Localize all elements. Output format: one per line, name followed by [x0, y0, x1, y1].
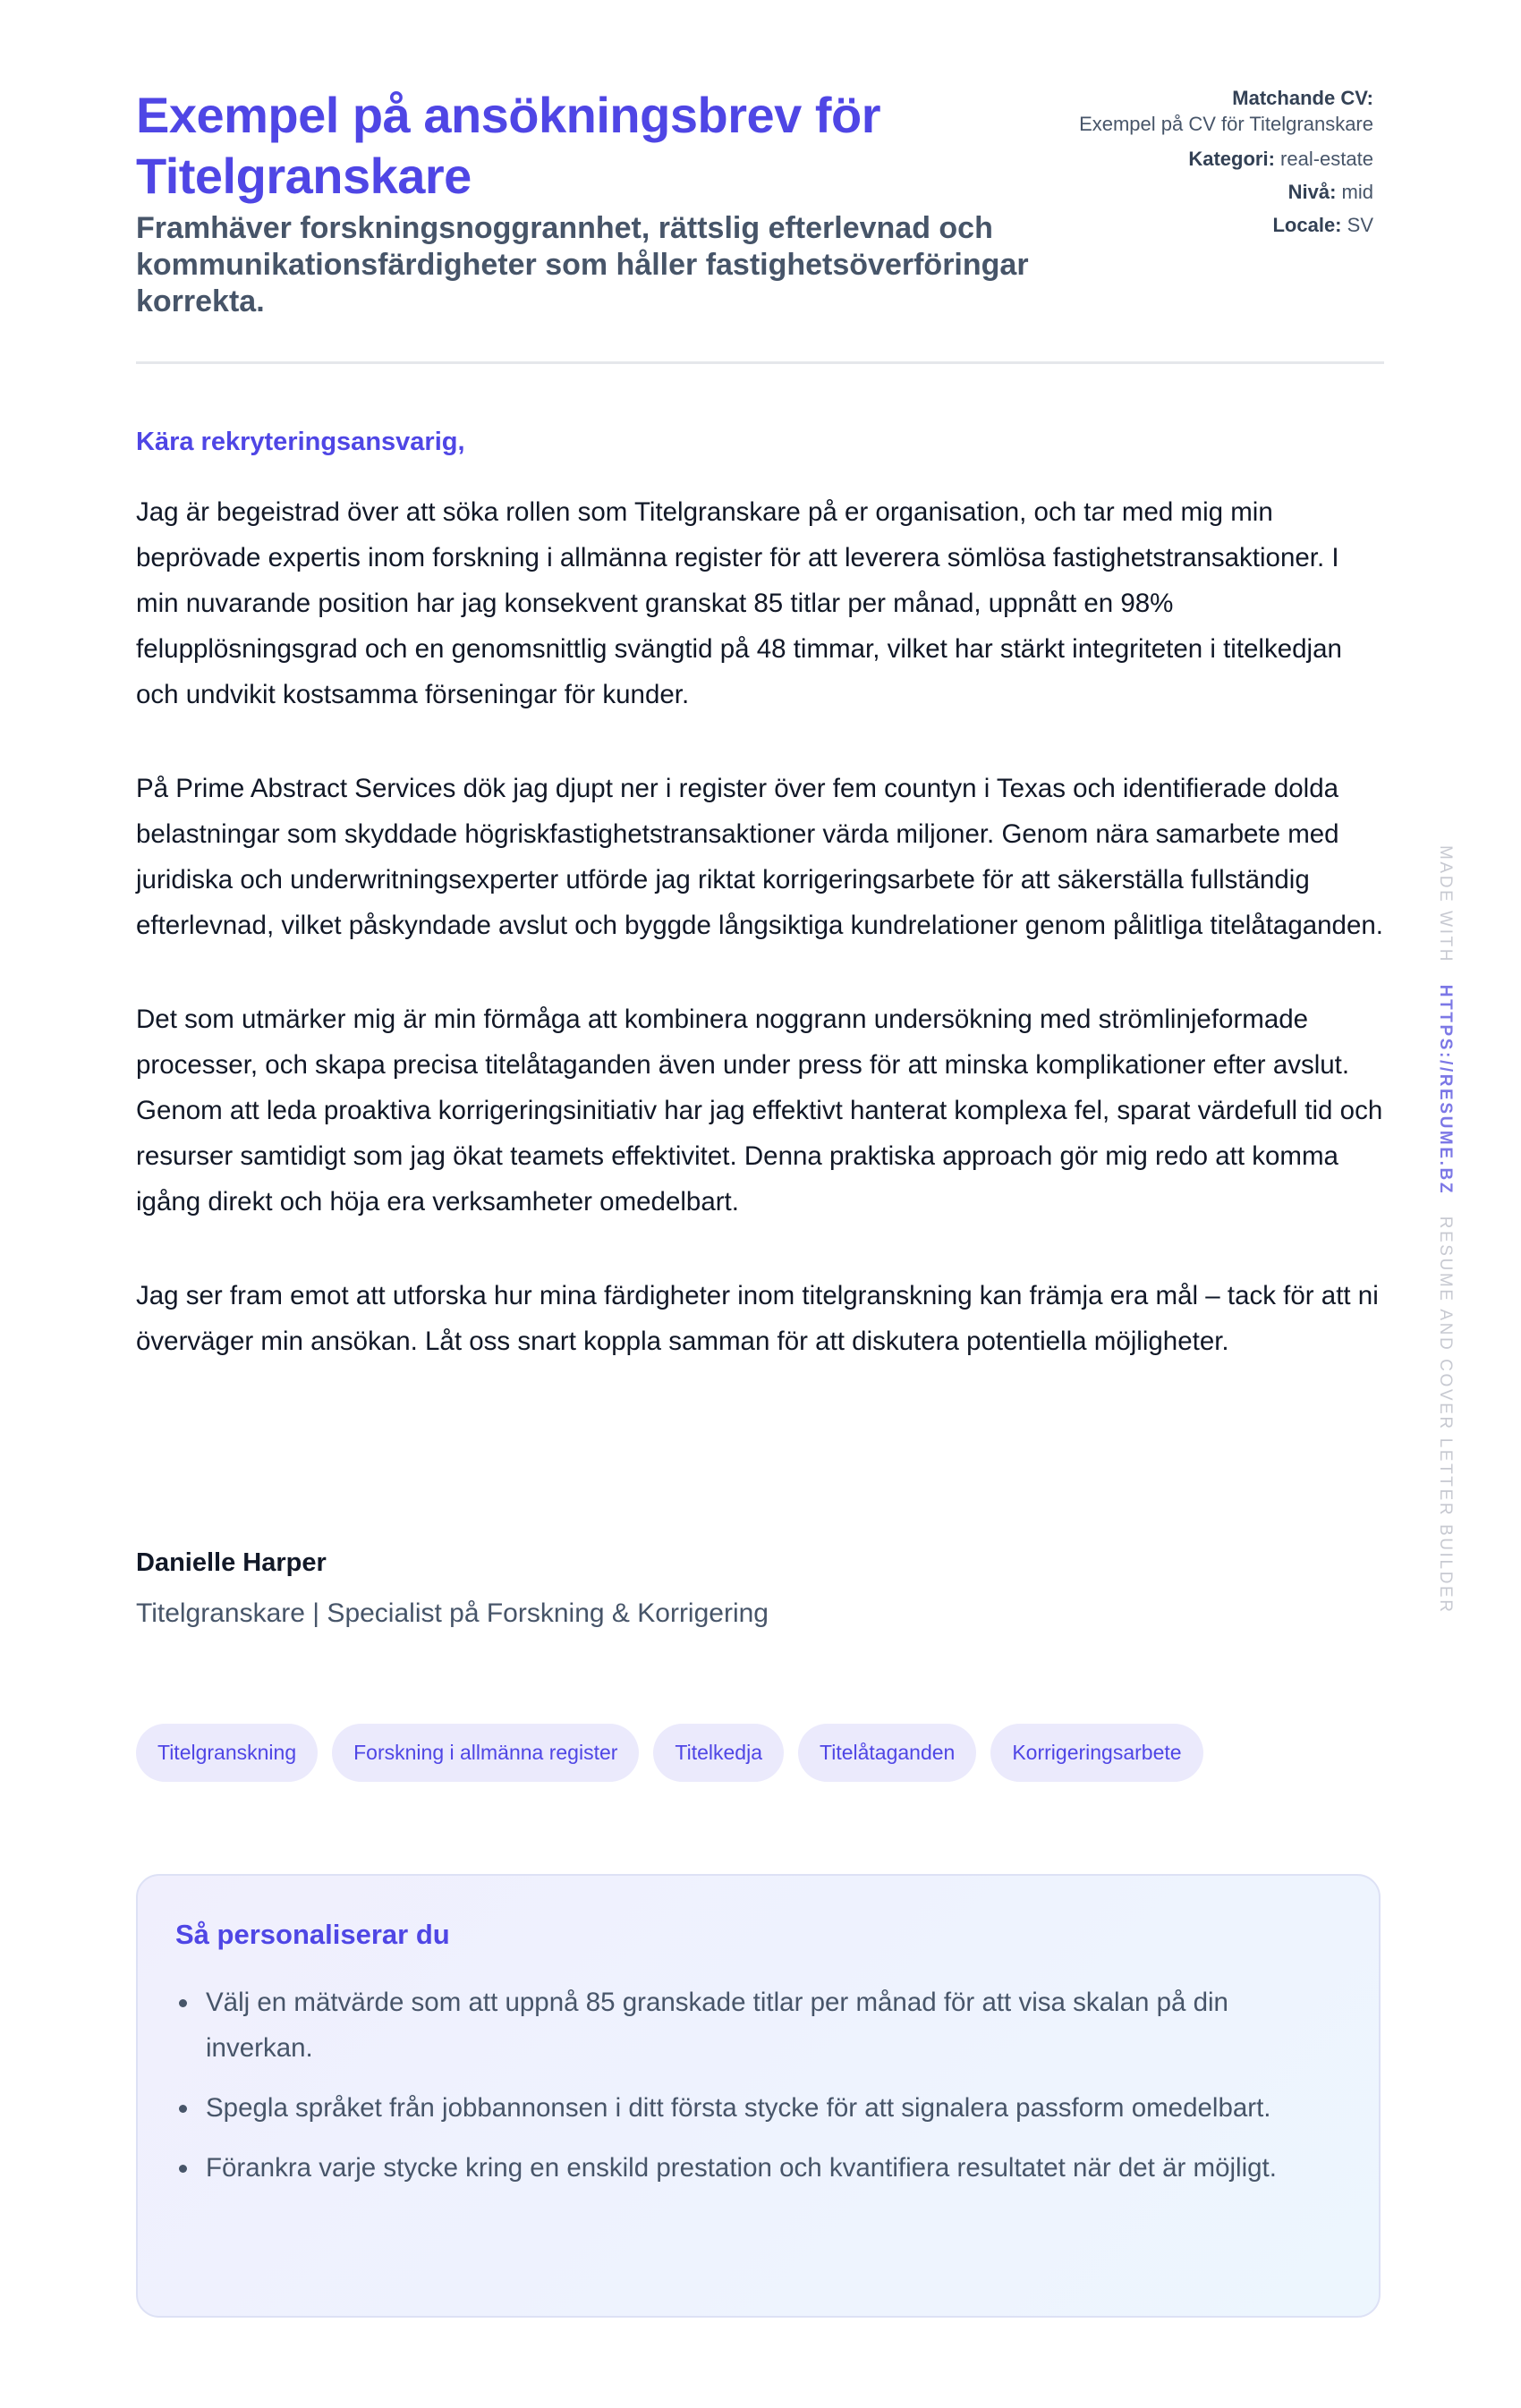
meta-panel — [1078, 85, 1373, 242]
signature-name: Danielle Harper — [136, 1548, 327, 1577]
watermark-text — [1435, 845, 1455, 1615]
meta-level — [1078, 175, 1373, 208]
watermark-link[interactable]: HTTPS://RESUME.BZ — [1436, 984, 1455, 1196]
letter-body — [136, 489, 1384, 1412]
tips-list — [175, 1980, 1330, 2205]
skill-tag: Forskning i allmänna register — [332, 1724, 639, 1782]
tip-item — [175, 1980, 1330, 2071]
title-block — [136, 85, 1120, 320]
cover-letter-page — [136, 85, 1384, 2183]
meta-category-value: real-estate — [1280, 148, 1373, 170]
personalization-tips — [136, 1874, 1381, 2318]
page-header — [136, 85, 1384, 362]
bullet-icon — [179, 2105, 187, 2113]
signature-title: Titelgranskare | Specialist på Forskning & Korrigering — [136, 1598, 769, 1628]
meta-locale — [1078, 208, 1373, 242]
letter-paragraph: På Prime Abstract Services dök jag djupt ner i register över fem countyn i Texas och identifierade dolda belastningar som skyddade högriskfastighetstransaktioner värda miljoner. Genom nära samarbete med juridiska och underwritningsexperter utförde jag riktat korrigeringsarbete för att säkerställa fullständig efterlevnad, vilket påskyndade avslut och byggde långsiktiga kundrelationer genom pålitliga titelåtaganden. — [136, 774, 1383, 940]
signature-block — [136, 1545, 769, 1632]
meta-locale-label: Locale: — [1272, 214, 1342, 236]
skill-tags — [136, 1724, 1203, 1782]
meta-level-label: Nivå: — [1287, 181, 1337, 203]
tip-item — [175, 2085, 1330, 2131]
page-subtitle: Framhäver forskningsnoggrannhet, rättslig efterlevnad och kommunikationsfärdigheter som håller fastighetsöverföringar korrekta. — [136, 211, 1029, 318]
tip-text: Spegla språket från jobbannonsen i ditt första stycke för att signalera passform omedelbart. — [206, 2093, 1271, 2123]
skill-tag: Korrigeringsarbete — [990, 1724, 1202, 1782]
bullet-icon — [179, 1999, 187, 2007]
skill-tag: Titelkedja — [653, 1724, 784, 1782]
page-title: Exempel på ansökningsbrev för Titelgranskare — [136, 87, 880, 204]
watermark-prefix: MADE WITH — [1436, 845, 1455, 964]
skill-tag: Titelgranskning — [136, 1724, 318, 1782]
letter-paragraph: Jag ser fram emot att utforska hur mina färdigheter inom titelgranskning kan främja era mål – tack för att ni överväger min ansökan. Låt oss snart koppla samman för att diskutera potentiella möjligheter. — [136, 1281, 1379, 1356]
skill-tag: Titelåtaganden — [798, 1724, 976, 1782]
letter-paragraph: Det som utmärker mig är min förmåga att kombinera noggrann undersökning med strömlinjeformade processer, och skapa precisa titelåtaganden även under press för att minska komplikationer efter avslut. Genom att leda proaktiva korrigeringsinitiativ har jag effektivt hanterat komplexa fel, sparat värdefull tid och resurser samtidigt som jag ökat teamets effektivitet. Denna praktiska approach gör mig redo att komma igång direkt och höja era verksamheter omedelbart. — [136, 1005, 1383, 1217]
tips-heading: Så personaliserar du — [175, 1919, 450, 1950]
meta-matching-cv-label: Matchande CV: — [1232, 87, 1373, 109]
watermark-suffix: RESUME AND COVER LETTER BUILDER — [1436, 1216, 1455, 1615]
meta-matching-cv-link[interactable]: Exempel på CV för Titelgranskare — [1079, 113, 1373, 135]
meta-matching-cv — [1078, 85, 1373, 137]
tip-text: Välj en mätvärde som att uppnå 85 granskade titlar per månad för att visa skalan på din inverkan. — [206, 1988, 1228, 2063]
tip-item — [175, 2145, 1330, 2191]
meta-category — [1078, 142, 1373, 175]
meta-locale-value: SV — [1347, 214, 1373, 236]
tip-text: Förankra varje stycke kring en enskild prestation och kvantifiera resultatet när det är möjligt. — [206, 2153, 1277, 2183]
meta-category-label: Kategori: — [1188, 148, 1275, 170]
watermark — [1430, 845, 1466, 1615]
letter-paragraph: Jag är begeistrad över att söka rollen som Titelgranskare på er organisation, och tar med mig min beprövade expertis inom forskning i allmänna register för att leverera sömlösa fastighetstransaktioner. I min nuvarande position har jag konsekvent granskat 85 titlar per månad, uppnått en 98% felupplösningsgrad och en genomsnittlig svängtid på 48 timmar, vilket har stärkt integriteten i titelkedjan och undvikit kostsamma förseningar för kunder. — [136, 497, 1342, 709]
header-divider — [136, 361, 1384, 364]
bullet-icon — [179, 2165, 187, 2173]
meta-level-value: mid — [1341, 181, 1373, 203]
letter-greeting: Kära rekryteringsansvarig, — [136, 428, 465, 456]
